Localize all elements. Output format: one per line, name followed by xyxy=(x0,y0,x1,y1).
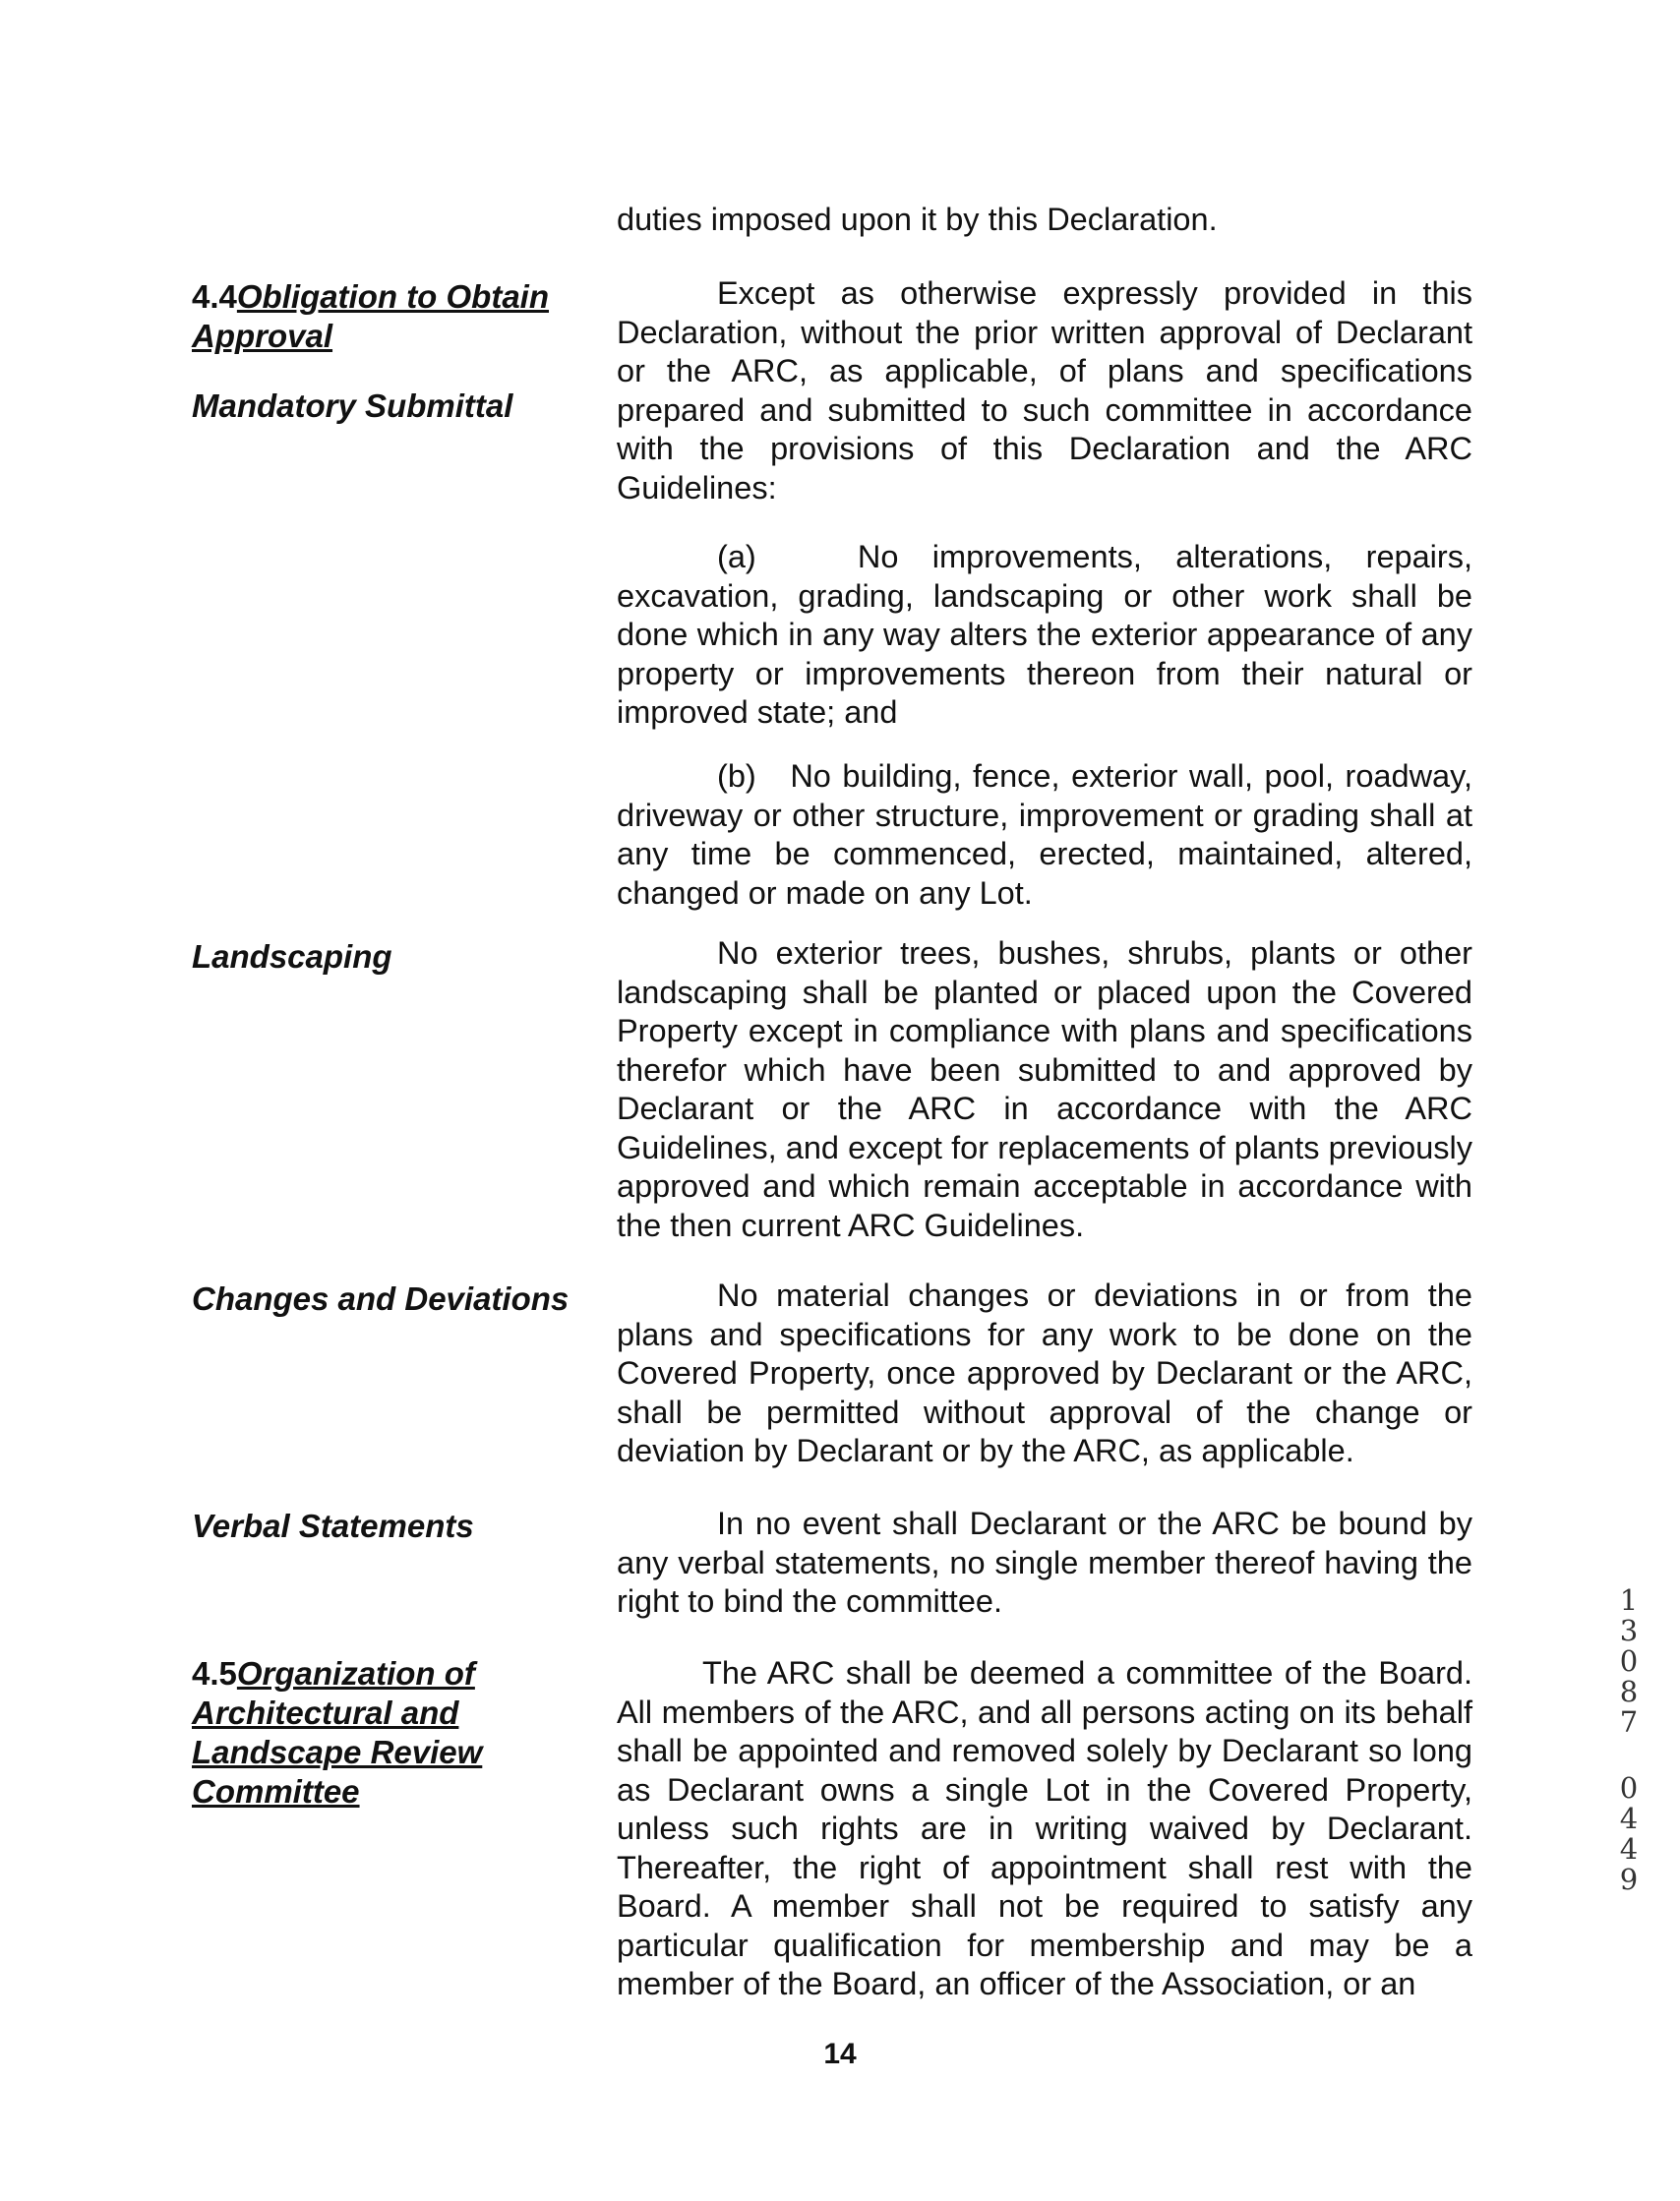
stamp-digit: 9 xyxy=(1619,1863,1639,1896)
item-b-paragraph: (b) No building, fence, exterior wall, pool, roadway, driveway or other structure, improvement or grading shall at any time be commenced, erected, maintained, altered, changed or made on any Lot. xyxy=(617,758,1472,911)
section-4-4-title-line1: Obligation to Obtain xyxy=(236,278,550,315)
stamp-digit: 4 xyxy=(1619,1832,1639,1866)
organization-paragraph: The ARC shall be deemed a committee of the Board. All members of the ARC, and all persons acting on its behalf shall be appointed and removed solely by Declarant so long as Declarant owns a single Lot in the Covered Property, unless such rights are in writing waived by Declarant. Thereafter, the right of appointment shall rest with the Board. A member shall not be required to satisfy any particular qualification for membership and may be a member of the Board, an officer of the Association, or an xyxy=(617,1655,1472,2001)
stamp-digit: 8 xyxy=(1619,1675,1639,1708)
landscaping-heading: Landscaping xyxy=(192,938,392,975)
section-4-4-number: 4.4 xyxy=(192,278,237,315)
landscaping-paragraph: No exterior trees, bushes, shrubs, plants or other landscaping shall be planted or placed upon the Covered Property except in compliance with plans and specifications therefor which have been submitted to and approved by Declarant or the ARC in accordance with the ARC Guidelines, and except for replacements of plants previously approved and which remain acceptable in accordance with the then current ARC Guidelines. xyxy=(617,935,1472,1243)
section-4-5-number: 4.5 xyxy=(192,1655,237,1692)
stamp-digit: 3 xyxy=(1619,1614,1639,1647)
page-number: 14 xyxy=(823,2038,857,2070)
stamp-digit: 0 xyxy=(1619,1644,1639,1678)
obligation-paragraph: Except as otherwise expressly provided in this Declaration, without the prior written approval of Declarant or the ARC, as applicable, of plans and specifications prepared and submitted to such committee in accordance with the provisions of this Declaration and the ARC Guidelines: xyxy=(617,275,1472,506)
continuation-text: duties imposed upon it by this Declaration. xyxy=(617,202,1218,237)
mandatory-submittal-heading: Mandatory Submittal xyxy=(192,387,513,424)
section-4-4-heading xyxy=(192,277,605,356)
section-4-5-heading xyxy=(192,1654,605,1812)
section-4-5-title-line3: Landscape Review xyxy=(192,1734,483,1770)
verbal-statements-heading: Verbal Statements xyxy=(192,1508,474,1544)
section-4-5-title-line2: Architectural and xyxy=(192,1695,459,1731)
section-4-5-title-line1: Organization of xyxy=(236,1655,475,1692)
verbal-paragraph: In no event shall Declarant or the ARC be bound by any verbal statements, no single member thereof having the right to bind the committee. xyxy=(617,1506,1472,1619)
stamp-digit: 7 xyxy=(1619,1705,1639,1739)
recording-stamp xyxy=(1614,1585,1644,1895)
item-a-paragraph: (a) No improvements, alterations, repairs, excavation, grading, landscaping or other work shall be done which in any way alters the exterior appearance of any property or improvements thereon from their natural or improved state; and xyxy=(617,539,1472,730)
changes-deviations-heading: Changes and Deviations xyxy=(192,1280,570,1317)
stamp-digit: 0 xyxy=(1619,1771,1639,1805)
stamp-digit: 4 xyxy=(1619,1802,1639,1835)
stamp-digit: 1 xyxy=(1619,1583,1639,1617)
changes-paragraph: No material changes or deviations in or from the plans and specifications for any work to be done on the Covered Property, once approved by Declarant or the ARC, shall be permitted without approval of the change or deviation by Declarant or by the ARC, as applicable. xyxy=(617,1278,1472,1468)
section-4-5-title-line4: Committee xyxy=(192,1773,360,1810)
section-4-4-title-line2: Approval xyxy=(192,318,333,354)
